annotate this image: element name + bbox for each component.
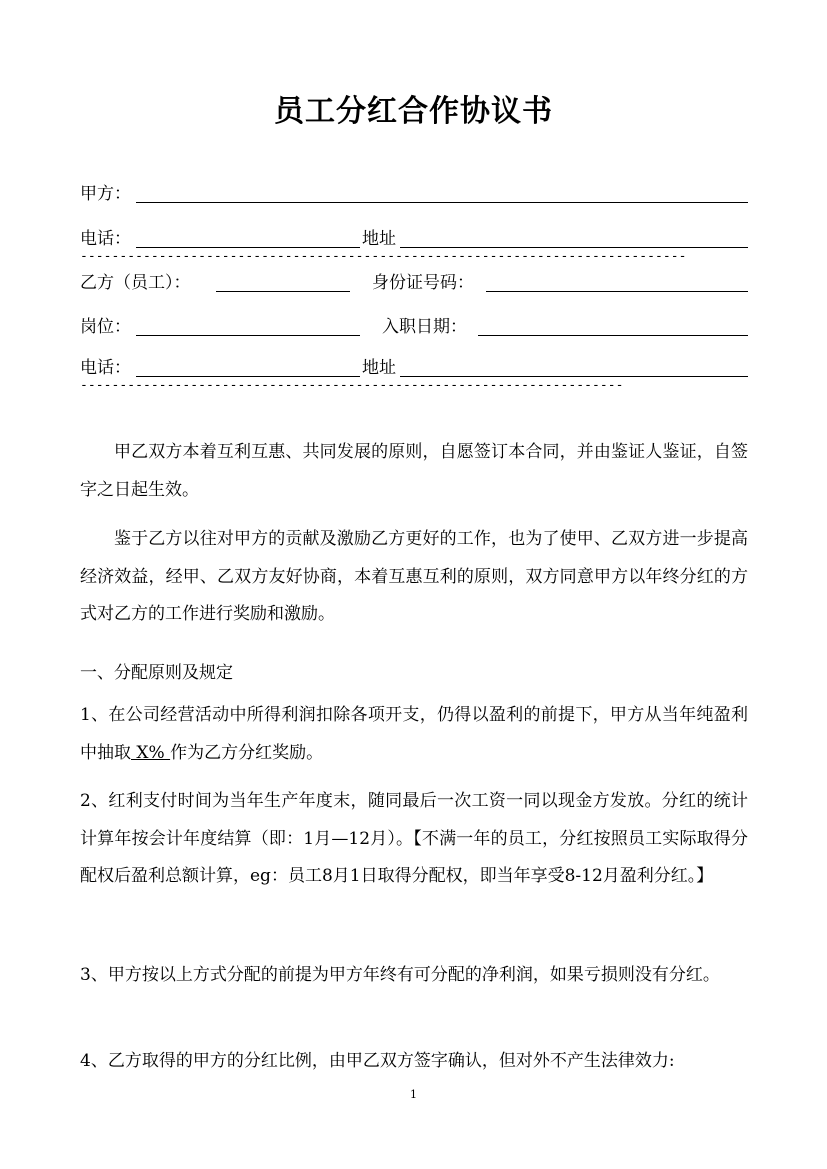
party-a-address-field[interactable] <box>400 247 748 248</box>
clause-3: 3、甲方按以上方式分配的前提为甲方年终有可分配的净利润，如果亏损则没有分红。 <box>80 965 720 985</box>
party-b-name-field[interactable] <box>216 291 350 292</box>
document-title: 员工分红合作协议书 <box>274 94 553 129</box>
party-b-label: 乙方（员工）： <box>80 273 191 293</box>
party-b-position-label: 岗位： <box>80 317 131 337</box>
clause-2: 2、红利支付时间为当年生产年度末，随同最后一次工资一同以现金方发放。分红的统计计算年按会计年度结算（即：1月—12月）。【不满一年的员工，分红按照员工实际取得分配权后盈利总额计算，eg：员工8月1日取得分配权，即当年享受8-12月盈利分红。】 <box>80 791 748 886</box>
page-number: 1 <box>410 1088 417 1101</box>
clause-1-text: 作为乙方分红奖励。 <box>170 742 324 763</box>
party-b-address-label: 地址 <box>362 358 396 378</box>
party-b-hire-date-label: 入职日期： <box>382 317 467 337</box>
party-b-address-field[interactable] <box>400 376 748 377</box>
party-a-address-label: 地址 <box>362 229 396 249</box>
party-b-id-label: 身份证号码： <box>372 273 474 293</box>
intro-paragraph: 甲乙双方本着互利互惠、共同发展的原则，自愿签订本合同，并由鉴证人鉴证，自签字之日起生效。 <box>80 442 748 500</box>
party-b-position-field[interactable] <box>136 335 360 336</box>
party-b-id-field[interactable] <box>486 291 748 292</box>
party-a-phone-label: 电话： <box>80 229 131 249</box>
section-heading: 一、分配原则及规定 <box>80 663 233 683</box>
separator-line: ----------------------------------------------------------------------------- <box>80 250 687 263</box>
party-a-phone-field[interactable] <box>136 247 360 248</box>
party-a-label: 甲方： <box>80 184 131 204</box>
clause-1-text: 1、在公司经营活动中所得利润扣除各项开支，仍得以盈利的前提下，甲方从当年纯盈利中抽取 <box>80 705 748 763</box>
clause-4: 4、乙方取得的甲方的分红比例，由甲乙双方签字确认，但对外不产生法律效力: <box>80 1051 675 1071</box>
party-b-phone-label: 电话： <box>80 358 131 378</box>
party-b-hire-date-field[interactable] <box>478 335 748 336</box>
clause-1 <box>80 697 748 772</box>
separator-line: --------------------------------------------------------------------- <box>80 379 624 392</box>
intro-paragraph: 鉴于乙方以往对甲方的贡献及激励乙方更好的工作，也为了使甲、乙双方进一步提高经济效益，经甲、乙双方友好协商，本着互惠互利的原则，双方同意甲方以年终分红的方式对乙方的工作进行奖励和激励。 <box>80 529 748 624</box>
dividend-percentage-blank[interactable]: X% <box>131 742 171 763</box>
party-b-phone-field[interactable] <box>136 376 360 377</box>
party-a-name-field[interactable] <box>136 202 748 203</box>
